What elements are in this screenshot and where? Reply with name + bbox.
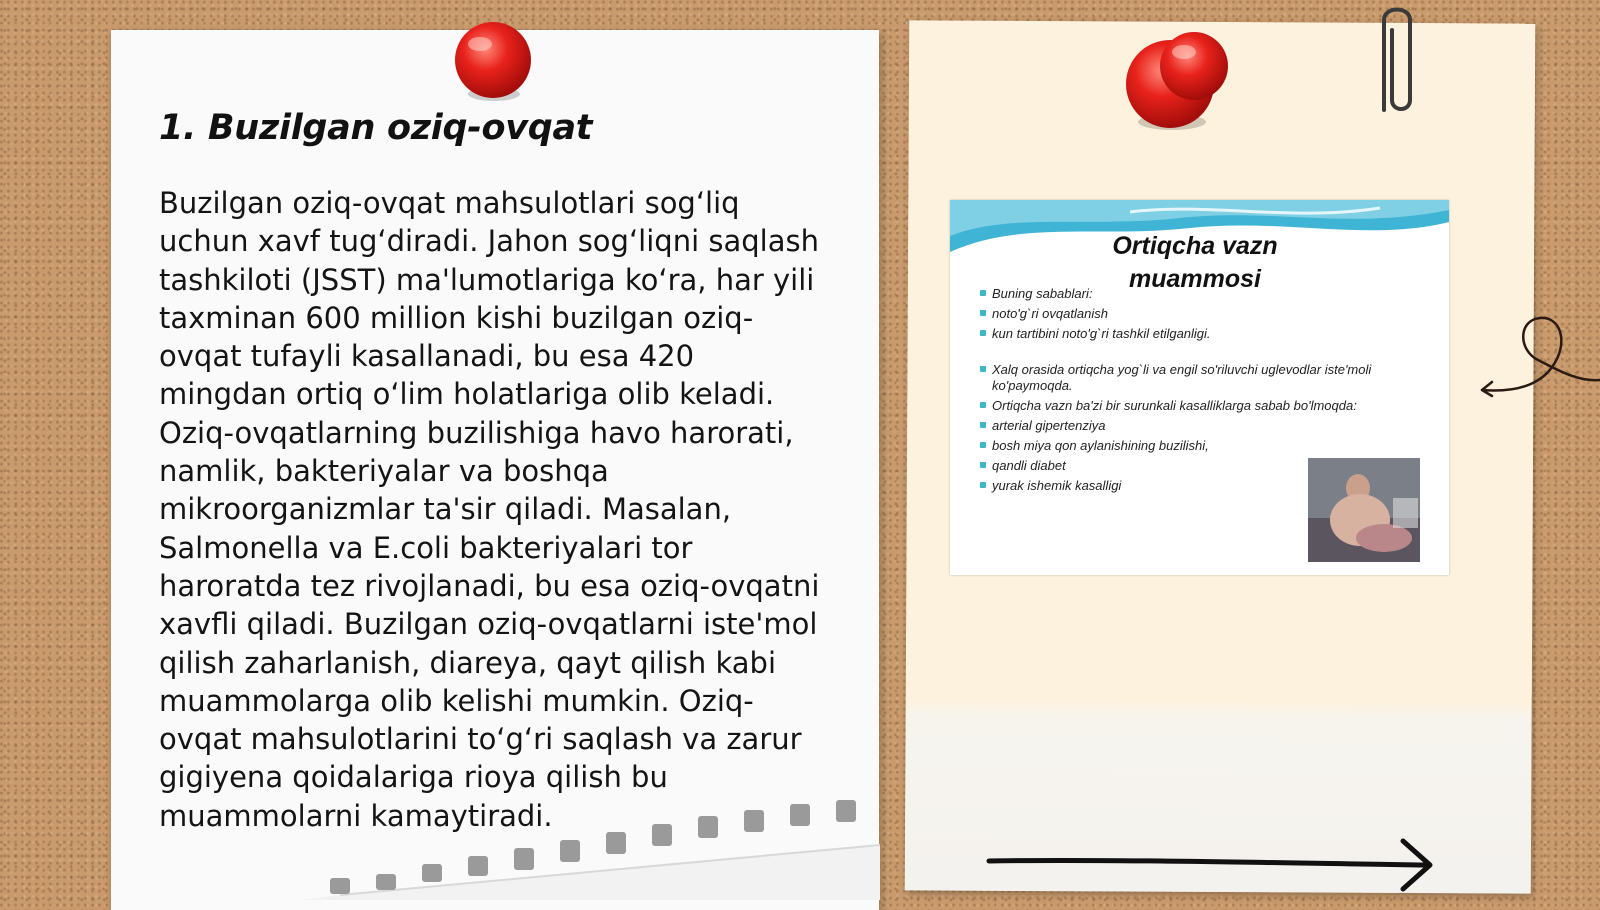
slide-title: Ortiqcha vazn muammosi: [1112, 232, 1278, 293]
hand-drawn-loop-icon: [1478, 310, 1600, 410]
body-line: gigiyena qoidalariga rioya qilish bu: [159, 760, 668, 795]
slide-bullet: Ortiqcha vazn ba'zi bir surunkali kasalliklarga sabab bo'lmoqda:: [980, 398, 1420, 414]
slide-bullet: noto'g`ri ovqatlanish: [980, 306, 1420, 322]
body-line: namlik, bakteriyalar va boshqa: [159, 454, 609, 489]
body-line: uchun xavf tug‘diradi. Jahon sog‘liqni saqlash: [159, 224, 819, 259]
right-arrow-icon: [985, 835, 1450, 895]
person-photo: [1308, 458, 1420, 562]
slide-bullet: kun tartibini noto'g`ri tashkil etilganligi.: [980, 326, 1420, 342]
note-body-text: [159, 184, 849, 835]
slide-bullet: qandli diabet: [980, 458, 1420, 474]
slide-bullet: arterial gipertenziya: [980, 418, 1420, 434]
body-line: Oziq-ovqatlarning buzilishiga havo harorati,: [159, 415, 794, 450]
slide-bullet: Xalq orasida ortiqcha yog`li va engil so'riluvchi uglevodlar iste'moli ko'paymoqda.: [980, 362, 1420, 394]
slide-image: [950, 200, 1449, 575]
paper-clip-icon: [1372, 0, 1422, 130]
torn-paper-strip: [300, 800, 880, 900]
person-silhouette-icon: [1308, 458, 1420, 562]
body-line: taxminan 600 million kishi buzilgan oziq-: [159, 300, 754, 335]
body-line: qilish zaharlanish, diareya, qayt qilish kabi: [159, 645, 777, 680]
slide-bullet: Buning sabablari:: [980, 286, 1420, 302]
body-line: mikroorganizmlar ta'sir qiladi. Masalan,: [159, 492, 732, 527]
left-note-paper: [111, 30, 879, 910]
slide-bullet: bosh miya qon aylanishining buzilishi,: [980, 438, 1420, 454]
body-line: mingdan ortiq o‘lim holatlariga olib keladi.: [159, 377, 775, 412]
body-line: muammolarga olib kelishi mumkin. Oziq-: [159, 683, 754, 718]
body-line: Buzilgan oziq-ovqat mahsulotlari sog‘liq: [159, 186, 740, 220]
body-line: xavfli qiladi. Buzilgan oziq-ovqatlarni iste'mol: [159, 607, 818, 642]
body-line: tashkiloti (JSST) ma'lumotlariga ko‘ra, har yili: [159, 262, 815, 297]
note-title: 1. Buzilgan oziq-ovqat: [159, 108, 593, 148]
red-pushpin-icon: [448, 18, 538, 108]
body-line: ovqat tufayli kasallanadi, bu esa 420: [159, 339, 695, 374]
body-line: muammolarni kamaytiradi.: [159, 798, 553, 833]
body-line: haroratda tez rivojlanadi, bu esa oziq-ovqatni: [159, 568, 820, 603]
slide-bullet: yurak ishemik kasalligi: [980, 478, 1420, 494]
body-line: Salmonella va E.coli bakteriyalari tor: [159, 530, 693, 565]
red-pushpin-icon: [1122, 30, 1242, 135]
body-line: ovqat mahsulotlarini to‘g‘ri saqlash va zarur: [159, 722, 802, 757]
